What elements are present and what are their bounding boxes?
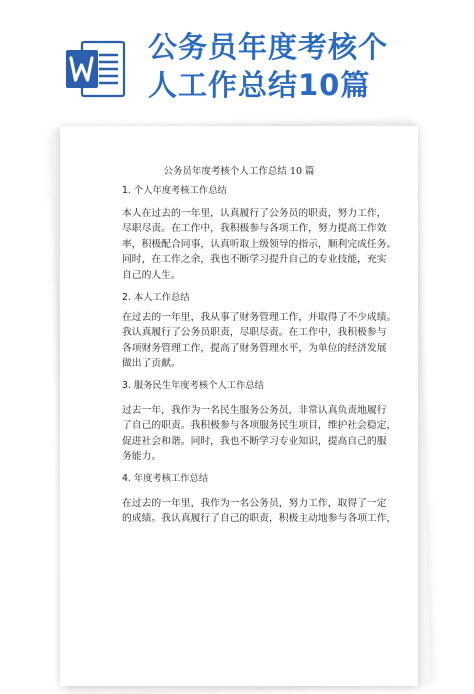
banner-title-line-2: 人工作总结10篇	[148, 68, 371, 102]
section-heading-3: 3. 服务民生年度考核个人工作总结	[122, 380, 264, 391]
paragraph-line: 了自己的职责。我积极参与各项服务民生项目，维护社会稳定，	[122, 420, 397, 432]
paragraph-line: 尽职尽责。在工作中，我积极参与各项工作，努力提高工作效	[122, 223, 387, 235]
paragraph-line: 的成绩。我认真履行了自己的职责，积极主动地参与各项工作，	[122, 513, 397, 525]
section-heading-2: 2. 本人工作总结	[122, 292, 190, 303]
paragraph-line: 我认真履行了公务员职责，尽职尽责。在工作中，我积极参与	[122, 327, 387, 339]
paragraph-line: 做出了贡献。	[122, 358, 181, 370]
banner-title	[148, 28, 464, 104]
paragraph-line: 率，积极配合同事，认真听取上级领导的指示，顺利完成任务。	[122, 238, 397, 250]
paragraph-line: 在过去的一年里，我从事了财务管理工作，并取得了不少成绩。	[122, 312, 397, 323]
banner	[0, 0, 474, 120]
section-heading-4: 4. 年度考核工作总结	[122, 473, 209, 484]
paragraph-line: 过去一年，我作为一名民生服务公务员，非常认真负责地履行	[122, 405, 387, 416]
section-paragraph-1	[122, 206, 397, 283]
document-title: 公务员年度考核个人工作总结 10 篇	[163, 166, 315, 177]
document-page	[60, 126, 418, 686]
paragraph-line: 本人在过去的一年里，认真履行了公务员的职责，努力工作，	[122, 208, 387, 219]
section-paragraph-3	[122, 403, 397, 465]
paragraph-line: 各项财务管理工作，提高了财务管理水平，为单位的经济发展	[122, 342, 387, 354]
paragraph-line: 务能力。	[122, 451, 162, 463]
section-heading-1: 1. 个人年度考核工作总结	[122, 185, 227, 196]
section-paragraph-2	[122, 310, 397, 372]
banner-title-line-1: 公务员年度考核个	[148, 30, 389, 64]
paragraph-line: 同时，在工作之余，我也不断学习提升自己的专业技能，充实	[122, 254, 387, 266]
paragraph-line: 自己的人生。	[122, 269, 181, 281]
paragraph-line: 在过去的一年里，我作为一名公务员，努力工作，取得了一定	[122, 498, 387, 509]
word-document-icon	[66, 38, 126, 100]
section-paragraph-4	[122, 496, 397, 527]
paragraph-line: 促进社会和谐。同时，我也不断学习专业知识，提高自己的服	[122, 435, 387, 447]
